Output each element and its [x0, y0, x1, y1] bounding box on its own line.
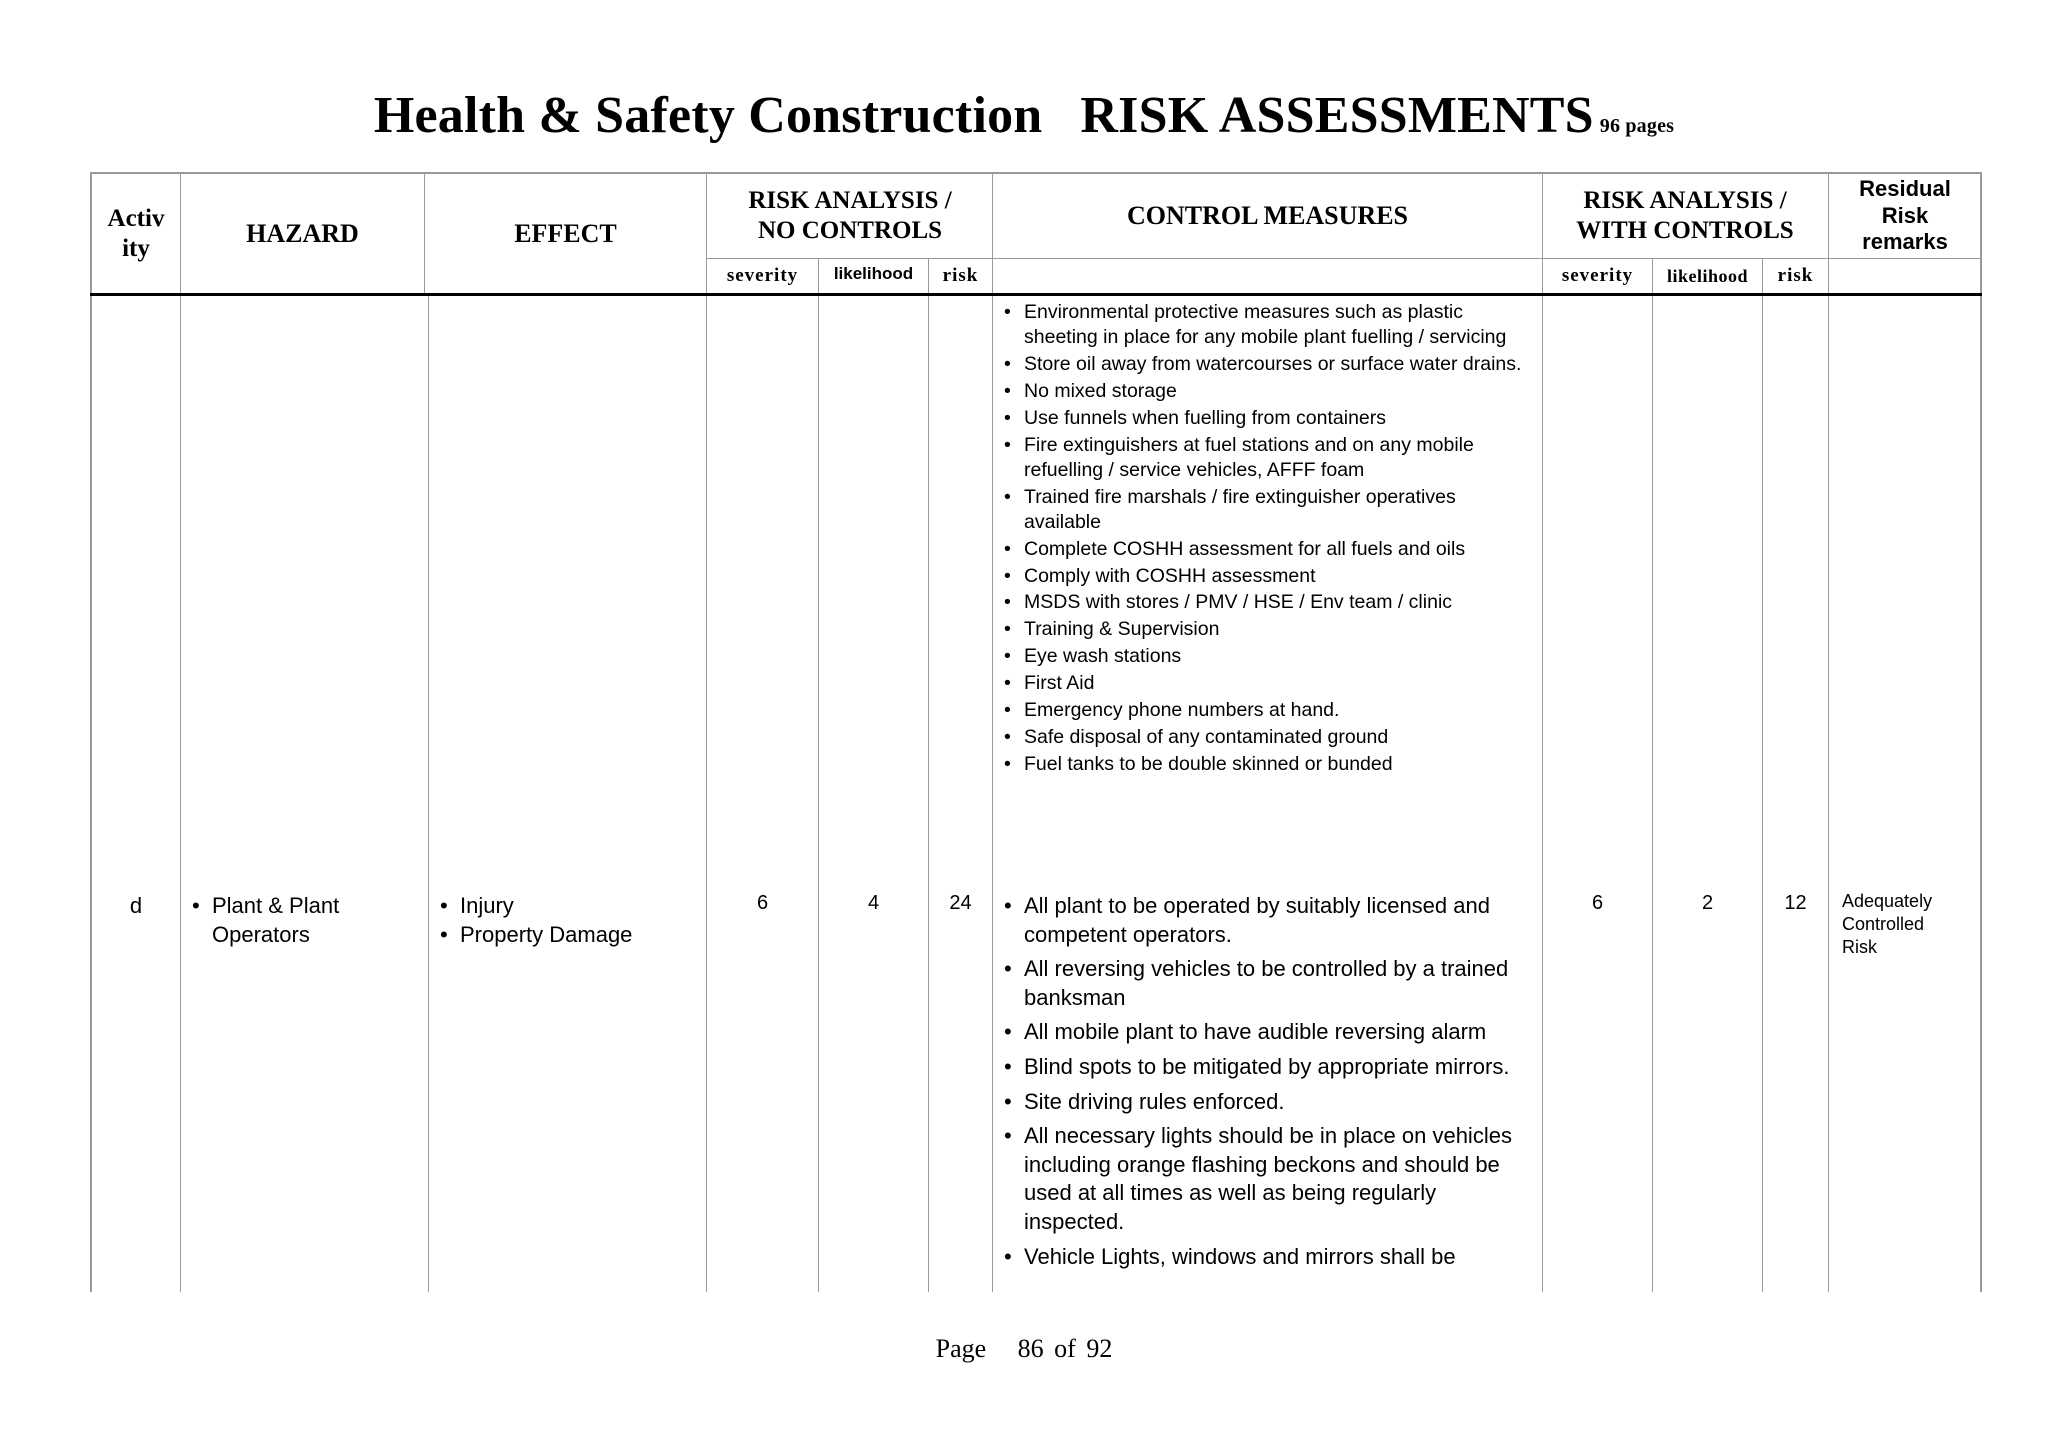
likelihood-with-controls: 2 — [1701, 892, 1714, 914]
list-item: • Trained fire marshals / fire extinguisher operatives available — [1002, 485, 1537, 535]
subheader-likelihood: likelihood — [833, 264, 914, 283]
page-footer: Page 86 of 92 — [935, 1334, 1113, 1363]
table-border-left — [90, 172, 92, 1292]
activity-cell: d — [129, 893, 143, 918]
list-item: • Emergency phone numbers at hand. — [1002, 698, 1537, 723]
subheader-likelihood-with: likelihood — [1666, 265, 1749, 286]
list-item: • Fire extinguishers at fuel stations and on any mobile refuelling / service vehicles, AFFF foam — [1002, 433, 1537, 483]
list-item: • All reversing vehicles to be controlled by a trained banksman — [1002, 955, 1522, 1012]
column-divider — [706, 172, 707, 1292]
header-residual: Residual Risk remarks — [1859, 176, 1951, 255]
column-divider — [992, 172, 993, 1292]
list-item: • Plant & Plant Operators — [190, 892, 422, 949]
title-pages: 96 pages — [1599, 115, 1675, 137]
list-item: • MSDS with stores / PMV / HSE / Env team / clinic — [1002, 590, 1537, 615]
column-divider — [1652, 258, 1653, 1292]
list-item: • Environmental protective measures such as plastic sheeting in place for any mobile plant fuelling / servicing — [1002, 300, 1537, 350]
list-item: • Store oil away from watercourses or surface water drains. — [1002, 352, 1537, 377]
list-item: • Complete COSHH assessment for all fuels and oils — [1002, 537, 1537, 562]
column-divider — [1828, 172, 1829, 1292]
control-measures-cell — [1002, 892, 1522, 1292]
list-item: • Fuel tanks to be double skinned or bunded — [1002, 752, 1537, 777]
column-divider — [818, 258, 819, 1292]
table-border-right — [1980, 172, 1982, 1292]
column-divider — [180, 172, 181, 1292]
likelihood-no-controls: 4 — [867, 892, 880, 914]
list-item: • Blind spots to be mitigated by appropriate mirrors. — [1002, 1053, 1522, 1082]
list-item: • Eye wash stations — [1002, 644, 1537, 669]
list-item: • Training & Supervision — [1002, 617, 1537, 642]
header-risk-no-controls: RISK ANALYSIS / NO CONTROLS — [748, 187, 952, 244]
column-divider — [1762, 258, 1763, 1292]
list-item: • No mixed storage — [1002, 379, 1537, 404]
header-hazard: HAZARD — [246, 219, 359, 249]
list-item: • All plant to be operated by suitably licensed and competent operators. — [1002, 892, 1522, 949]
continued-control-measures — [1002, 300, 1537, 779]
list-item: • Vehicle Lights, windows and mirrors shall be — [1002, 1243, 1522, 1272]
residual-remarks-cell: Adequately Controlled Risk — [1842, 891, 1933, 958]
risk-no-controls: 24 — [949, 892, 972, 914]
list-item: • All mobile plant to have audible reversing alarm — [1002, 1018, 1522, 1047]
list-item: • Comply with COSHH assessment — [1002, 564, 1537, 589]
effect-cell — [438, 892, 704, 949]
list-item: • First Aid — [1002, 671, 1537, 696]
risk-with-controls: 12 — [1784, 892, 1807, 914]
column-divider — [428, 296, 429, 1292]
list-item: • Injury — [438, 892, 704, 921]
title-second: RISK ASSESSMENTS — [1080, 87, 1594, 144]
subheader-risk-with: risk — [1777, 265, 1814, 286]
header-activity: Activ ity — [107, 205, 165, 262]
column-divider — [1542, 172, 1543, 1292]
header-risk-with-controls: RISK ANALYSIS / WITH CONTROLS — [1576, 187, 1794, 244]
header-control-measures: CONTROL MEASURES — [1127, 201, 1408, 231]
subheader-severity-with: severity — [1561, 265, 1634, 286]
column-divider — [928, 258, 929, 1292]
list-item: • Use funnels when fuelling from containers — [1002, 406, 1537, 431]
list-item: • Site driving rules enforced. — [1002, 1088, 1522, 1117]
list-item: • Safe disposal of any contaminated ground — [1002, 725, 1537, 750]
list-item: • All necessary lights should be in place on vehicles including orange flashing beckons and should be used at all times as well as being regularly inspected. — [1002, 1122, 1522, 1236]
document-title — [0, 86, 2048, 145]
title-main: Health & Safety Construction — [373, 87, 1043, 144]
header-effect: EFFECT — [514, 219, 617, 249]
hazard-cell — [190, 892, 422, 949]
subheader-severity: severity — [726, 265, 799, 286]
list-item: • Property Damage — [438, 921, 704, 950]
severity-with-controls: 6 — [1591, 892, 1604, 914]
severity-no-controls: 6 — [756, 892, 769, 914]
subheader-risk: risk — [942, 265, 979, 286]
